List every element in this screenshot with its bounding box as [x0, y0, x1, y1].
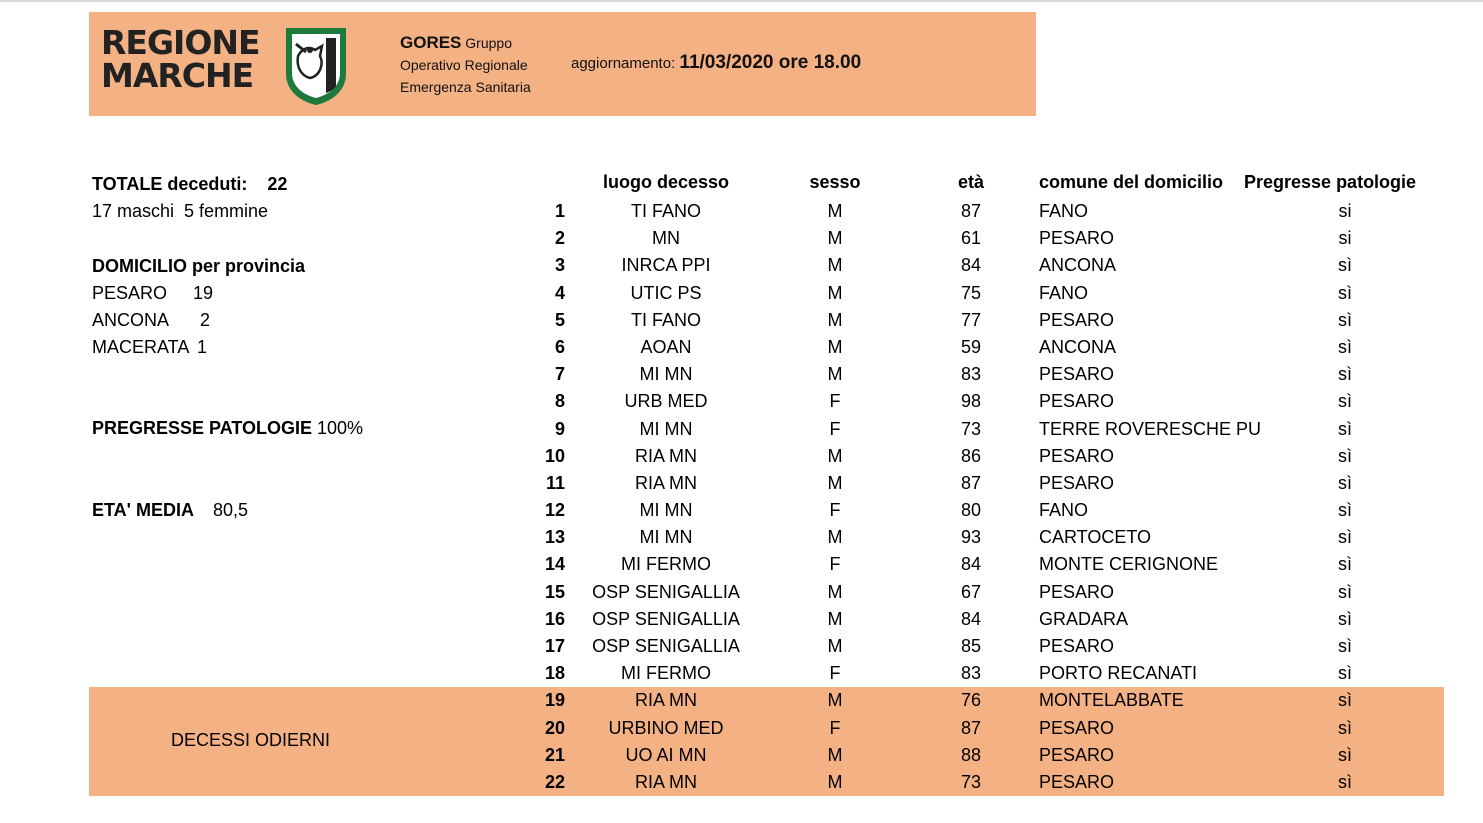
cell-eta: 84	[960, 608, 982, 629]
cell-sesso: F	[829, 418, 841, 439]
patologie-label: PREGRESSE PATOLOGIE	[92, 418, 313, 438]
row-number: 8	[554, 391, 565, 412]
cell-sesso: M	[827, 472, 843, 493]
regione-marche-logo-text	[101, 23, 260, 95]
cell-eta: 93	[960, 527, 982, 548]
cell-eta: 86	[960, 445, 982, 466]
cell-patologie: sì	[1337, 554, 1352, 575]
cell-patologie: sì	[1337, 663, 1352, 684]
table-row	[520, 388, 1444, 415]
cell-sesso: M	[827, 364, 843, 385]
table-row	[520, 769, 1444, 796]
patologie-value: 100%	[317, 418, 364, 438]
row-number: 17	[544, 636, 565, 656]
eta-media-label: ETA' MEDIA	[92, 500, 194, 520]
cell-sesso: M	[827, 771, 843, 792]
cell-sesso: M	[827, 581, 843, 602]
cell-comune: PESARO	[1039, 771, 1115, 792]
deaths-table	[520, 198, 1444, 796]
totale-value: 22	[267, 174, 288, 194]
cell-eta: 73	[960, 771, 982, 792]
cell-eta: 77	[960, 309, 982, 330]
cell-comune: FANO	[1039, 500, 1089, 521]
cell-eta: 85	[960, 636, 982, 656]
cell-luogo: MI MN	[639, 418, 693, 439]
col-header-luogo: luogo decesso	[602, 172, 730, 192]
gores-name: GORES	[400, 33, 462, 52]
cell-eta: 84	[960, 554, 982, 575]
cell-eta: 87	[960, 472, 982, 493]
cell-patologie: sì	[1337, 336, 1352, 357]
row-number: 22	[544, 771, 565, 792]
cell-comune: FANO	[1039, 282, 1089, 303]
update-value: 11/03/2020 ore 18.00	[679, 52, 862, 73]
cell-luogo: MI FERMO	[621, 554, 711, 575]
cell-comune: GRADARA	[1039, 608, 1129, 629]
cell-eta: 87	[960, 201, 982, 221]
cell-comune: PESARO	[1039, 445, 1115, 466]
row-number: 21	[544, 744, 565, 765]
table-row	[520, 470, 1444, 497]
cell-eta: 84	[960, 255, 982, 276]
cell-comune: PESARO	[1039, 636, 1115, 656]
cell-comune: PORTO RECANATI	[1039, 663, 1198, 684]
table-row	[520, 307, 1444, 334]
cell-eta: 80	[960, 500, 982, 521]
row-number: 16	[544, 608, 565, 629]
table-row	[520, 497, 1444, 524]
row-number: 3	[554, 255, 565, 276]
cell-luogo: MN	[652, 228, 680, 249]
cell-eta: 83	[960, 364, 982, 385]
cell-sesso: M	[827, 228, 843, 249]
cell-comune: ANCONA	[1039, 255, 1117, 276]
cell-patologie: si	[1338, 228, 1352, 249]
cell-luogo: OSP SENIGALLIA	[592, 636, 740, 656]
table-row	[520, 443, 1444, 470]
cell-patologie: sì	[1337, 636, 1352, 656]
cell-sesso: M	[827, 608, 843, 629]
gores-line-3: Emergenza Sanitaria	[400, 79, 531, 95]
cell-sesso: M	[827, 336, 843, 357]
table-row	[520, 715, 1444, 742]
col-header-eta: età	[957, 172, 984, 192]
row-number: 15	[544, 581, 565, 602]
col-header-comune: comune del domicilio	[1039, 172, 1224, 192]
eta-media-value: 80,5	[213, 500, 249, 520]
cell-luogo: MI MN	[639, 500, 693, 521]
cell-luogo: UTIC PS	[630, 282, 702, 303]
row-number: 4	[554, 282, 565, 303]
totale-line	[92, 174, 287, 195]
table-row	[520, 334, 1444, 361]
cell-comune: MONTELABBATE	[1039, 690, 1184, 711]
cell-eta: 61	[960, 228, 982, 249]
cell-comune: PESARO	[1039, 391, 1115, 412]
cell-patologie: sì	[1337, 744, 1352, 765]
row-number: 1	[554, 201, 565, 221]
row-number: 20	[544, 717, 565, 738]
col-header-sesso: sesso	[809, 172, 861, 192]
table-row	[520, 524, 1444, 551]
table-row	[520, 361, 1444, 388]
cell-eta: 67	[960, 581, 982, 602]
row-number: 12	[544, 500, 565, 521]
cell-sesso: M	[827, 744, 843, 765]
cell-sesso: M	[827, 445, 843, 466]
cell-patologie: si	[1338, 201, 1352, 221]
cell-patologie: sì	[1337, 527, 1352, 548]
cell-luogo: MI MN	[639, 364, 693, 385]
totale-label: TOTALE deceduti:	[92, 174, 248, 194]
cell-sesso: F	[829, 391, 841, 412]
cell-comune: ANCONA	[1039, 336, 1117, 357]
row-number: 5	[554, 309, 565, 330]
cell-luogo: RIA MN	[634, 445, 697, 466]
cell-comune: PESARO	[1039, 744, 1115, 765]
cell-luogo: TI FANO	[630, 201, 701, 221]
table-row	[520, 198, 1444, 225]
province-row	[92, 283, 167, 304]
cell-luogo: RIA MN	[634, 690, 697, 711]
table-row	[520, 252, 1444, 279]
cell-sesso: F	[829, 663, 841, 684]
cell-sesso: M	[827, 309, 843, 330]
cell-eta: 87	[960, 717, 982, 738]
cell-patologie: sì	[1337, 472, 1352, 493]
province-value: 19	[193, 283, 214, 303]
table-row	[520, 579, 1444, 606]
row-number: 7	[554, 364, 565, 385]
cell-patologie: sì	[1337, 255, 1352, 276]
cell-eta: 75	[960, 282, 982, 303]
cell-sesso: M	[827, 690, 843, 711]
table-row	[520, 551, 1444, 578]
cell-patologie: sì	[1337, 309, 1352, 330]
row-number: 10	[544, 445, 565, 466]
cell-luogo: URB MED	[624, 391, 708, 412]
cell-comune: PESARO	[1039, 309, 1115, 330]
cell-comune: TERRE ROVERESCHE PU	[1039, 418, 1262, 439]
logo-line-1: REGIONE	[101, 23, 260, 62]
cell-eta: 73	[960, 418, 982, 439]
province-value: 1	[197, 337, 208, 357]
cell-luogo: MI MN	[639, 527, 693, 548]
gores-line-2: Operativo Regionale	[400, 57, 528, 73]
cell-luogo: AOAN	[640, 336, 692, 357]
cell-sesso: M	[827, 255, 843, 276]
cell-luogo: URBINO MED	[608, 717, 724, 738]
province-name: PESARO	[92, 283, 168, 303]
province-row	[92, 337, 189, 358]
cell-sesso: M	[827, 527, 843, 548]
cell-luogo: UO AI MN	[625, 744, 707, 765]
cell-sesso: M	[827, 282, 843, 303]
sex-breakdown: 17 maschi 5 femmine	[92, 201, 269, 221]
cell-luogo: OSP SENIGALLIA	[592, 608, 740, 629]
cell-patologie: sì	[1337, 500, 1352, 521]
cell-patologie: sì	[1337, 418, 1352, 439]
row-number: 19	[544, 690, 565, 711]
cell-luogo: TI FANO	[630, 309, 701, 330]
update-info	[571, 52, 861, 74]
province-value: 2	[200, 310, 211, 330]
cell-comune: PESARO	[1039, 581, 1115, 602]
cell-sesso: M	[827, 636, 843, 656]
cell-comune: FANO	[1039, 201, 1089, 221]
cell-patologie: sì	[1337, 445, 1352, 466]
col-header-patologie: Pregresse patologie	[1244, 172, 1417, 192]
cell-sesso: F	[829, 554, 841, 575]
table-row	[520, 606, 1444, 633]
cell-patologie: sì	[1337, 581, 1352, 602]
cell-comune: CARTOCETO	[1039, 527, 1152, 548]
cell-comune: MONTE CERIGNONE	[1039, 554, 1219, 575]
cell-comune: PESARO	[1039, 717, 1115, 738]
table-row	[520, 225, 1444, 252]
row-number: 14	[544, 554, 565, 575]
row-number: 2	[554, 228, 565, 249]
cell-comune: PESARO	[1039, 364, 1115, 385]
regione-marche-shield-icon	[282, 26, 350, 106]
top-border	[0, 0, 1483, 2]
cell-patologie: sì	[1337, 391, 1352, 412]
cell-eta: 83	[960, 663, 982, 684]
cell-luogo: INRCA PPI	[621, 255, 711, 276]
province-name: ANCONA	[92, 310, 170, 330]
row-number: 6	[554, 336, 565, 357]
cell-eta: 59	[960, 336, 982, 357]
logo-line-2: MARCHE	[101, 56, 254, 95]
row-number: 11	[545, 472, 565, 493]
gores-block	[400, 32, 531, 98]
table-row	[520, 280, 1444, 307]
update-label: aggiornamento:	[571, 55, 676, 72]
cell-luogo: RIA MN	[634, 771, 697, 792]
cell-eta: 88	[960, 744, 982, 765]
cell-sesso: F	[829, 717, 841, 738]
header-banner	[89, 12, 1036, 116]
gores-suffix: Gruppo	[465, 35, 512, 51]
cell-patologie: sì	[1337, 608, 1352, 629]
table-row	[520, 742, 1444, 769]
cell-comune: PESARO	[1039, 472, 1115, 493]
table-row	[520, 633, 1444, 660]
table-row	[520, 416, 1444, 443]
row-number: 18	[544, 663, 565, 684]
cell-comune: PESARO	[1039, 228, 1115, 249]
province-name: MACERATA	[92, 337, 190, 357]
table-row	[520, 687, 1444, 714]
cell-patologie: sì	[1337, 717, 1352, 738]
table-row	[520, 660, 1444, 687]
cell-patologie: sì	[1337, 364, 1352, 385]
cell-luogo: OSP SENIGALLIA	[592, 581, 740, 602]
cell-sesso: F	[829, 500, 841, 521]
row-number: 13	[544, 527, 565, 548]
cell-patologie: sì	[1337, 282, 1352, 303]
cell-sesso: M	[827, 201, 843, 221]
decessi-odierni-label: DECESSI ODIERNI	[171, 730, 331, 750]
cell-luogo: MI FERMO	[621, 663, 711, 684]
cell-eta: 76	[960, 690, 982, 711]
domicilio-title: DOMICILIO per provincia	[92, 256, 306, 276]
row-number: 9	[554, 418, 565, 439]
cell-luogo: RIA MN	[634, 472, 697, 493]
province-row	[92, 310, 169, 331]
cell-patologie: sì	[1337, 771, 1352, 792]
cell-patologie: sì	[1337, 690, 1352, 711]
cell-eta: 98	[960, 391, 982, 412]
